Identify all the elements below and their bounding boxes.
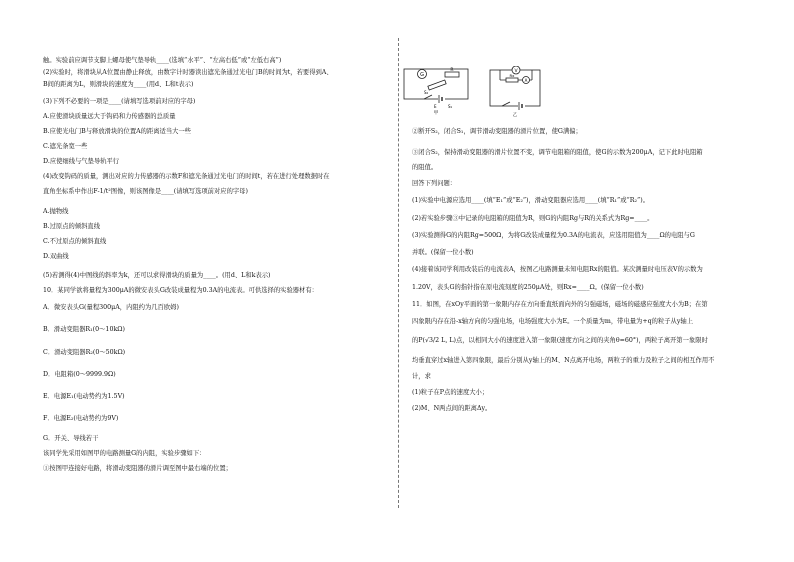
text-line: 计，求	[412, 373, 431, 380]
circuit-diagram-jia	[400, 64, 475, 116]
battery-label: E	[434, 104, 437, 109]
text-line: (2)若实验步骤③中记录的电阻箱的阻值为R，则G的内阻Rg与R的关系式为Rg=____。	[412, 215, 654, 222]
text-line: 触。实验前应调节支脚上螺母使气垫导轨____(选填“水平”、“左高右低”或“左低右高”)	[43, 57, 282, 64]
option-line: C.遮光条宽一些	[43, 143, 88, 150]
text-line: 的P(√3/2 L, L)点，以相同大小的速度进入第一象限(速度方向之间的夹角θ=60°)，两粒子离开第一象限时	[412, 337, 708, 344]
text-line: ③闭合S₂，保持滑动变阻器的滑片位置不变，调节电阻箱的阻值，使G的示数为200μA，记下此时电阻箱	[412, 149, 703, 156]
option-line: C.不过原点的倾斜直线	[43, 238, 107, 245]
text-line: 该同学先采用如图甲的电路测量G的内阻，实验步骤如下：	[43, 450, 206, 457]
option-line: A.抛物线	[43, 208, 69, 215]
text-line: 直角坐标系中作出F-1/t²图像，则该图像是____(请填写选项前对应的字母)	[43, 188, 248, 195]
text-line: (4)改变钩码的质量，测出对应的力传感器的示数F和遮光条通过光电门的时间t，若在进行处理数据时在	[43, 173, 330, 180]
question-11-stem: 11．如图，在xOy平面的第一象限内存在方向垂直纸面向外的匀强磁场，磁场的磁感应强度大小为B；在第	[412, 301, 708, 308]
resistor-label: R	[450, 68, 454, 73]
text-line: 并联。(保留一位小数)	[412, 249, 474, 256]
option-line: E．电源E₁(电动势约为1.5V)	[43, 393, 125, 400]
option-line: D.应使细线与气垫导轨平行	[43, 158, 120, 165]
voltmeter-label: V	[514, 69, 518, 74]
option-line: G．开关、导线若干	[43, 435, 99, 442]
text-line: (1)实验中电源应选用____(填“E₁”或“E₂”)，滑动变阻器应选用____(填“R₁”或“R₂”)。	[412, 197, 649, 204]
option-line: B.过原点的倾斜直线	[43, 223, 101, 230]
option-line: A.应使滑块质量远大于钩码和力传感器的总质量	[43, 113, 176, 120]
text-line: (2)M、N两点间的距离Δy。	[412, 405, 492, 412]
text-line: ②断开S₂，闭合S₁，调节滑动变阻器的滑片位置，使G满偏；	[412, 128, 582, 135]
text-line: (2)实验时，将滑块从A位置由静止释放，由数字计时器读出遮光条通过光电门B的时间为t，若要得到A、	[43, 69, 333, 76]
question-10-stem: 10．某同学欲将量程为300μA的微安表头G改装成量程为0.3A的电流表。可供选择的实验器材有：	[43, 287, 318, 294]
ammeter-label: A	[524, 78, 528, 83]
text-line: 四象限内存在沿-x轴方向的匀强电场，电场强度大小为E。一个质量为m，带电量为+q的粒子从y轴上	[412, 318, 693, 325]
option-line: B．滑动变阻器R₁(0～10kΩ)	[43, 326, 125, 333]
text-line: B间的距离为L，则滑块的速度为____(用d、L和t表示)	[43, 81, 194, 88]
text-line: (5)若测得(4)中图线的斜率为k，还可以求得滑块的质量为____。(用d、L和k表示)	[43, 272, 271, 279]
option-line: F．电源E₂(电动势约为9V)	[43, 415, 119, 422]
figure-caption: 甲	[433, 111, 439, 116]
switch-label: S₁	[448, 104, 453, 109]
option-line: B.应使光电门B与释放滑块的位置A的距离适当大一些	[43, 128, 192, 135]
text-line: (4)接着该同学利用改装后的电流表A，按图乙电路测量未知电阻Rx的阻值。某次测量时电压表V的示数为	[412, 266, 703, 273]
text-line: (1)粒子在P点的速度大小；	[412, 389, 489, 396]
text-line: ①按图甲连接好电路，将滑动变阻器的滑片调至图中最右端的位置；	[43, 465, 232, 472]
column-divider	[398, 38, 399, 508]
unknown-resistor-label: Rx	[509, 73, 515, 78]
text-line: 回答下列问题：	[412, 180, 457, 187]
galvanometer-label: G	[420, 72, 424, 78]
switch-label: S₂	[424, 90, 429, 95]
option-line: D．电阻箱(0～9999.9Ω)	[43, 371, 116, 378]
text-line: 均垂直穿过x轴进入第四象限，最后分别从y轴上的M、N点离开电场，两粒子的重力及粒子之间的相互作用不	[412, 357, 715, 364]
option-line: D.双曲线	[43, 253, 69, 260]
text-line: 1.20V，表头G的指针指在原电流刻度的250μA处，则Rx=____Ω。(保留一位小数)	[412, 284, 644, 291]
circuit-diagram-yi	[484, 66, 546, 118]
option-line: A．微安表头G(量程300μA，内阻约为几百欧姆)	[43, 304, 179, 311]
option-line: C．滑动变阻器R₂(0～50kΩ)	[43, 349, 126, 356]
figure-caption: 乙	[512, 113, 518, 118]
text-line: (3)下列不必要的一项是____(请填写选项前对应的字母)	[43, 98, 196, 105]
text-line: (3)实验测得G的内阻Rg=500Ω，为将G改装成量程为0.3A的电流表，应选用阻值为____Ω的电阻与G	[412, 232, 695, 239]
text-line: 的阻值。	[412, 164, 438, 171]
